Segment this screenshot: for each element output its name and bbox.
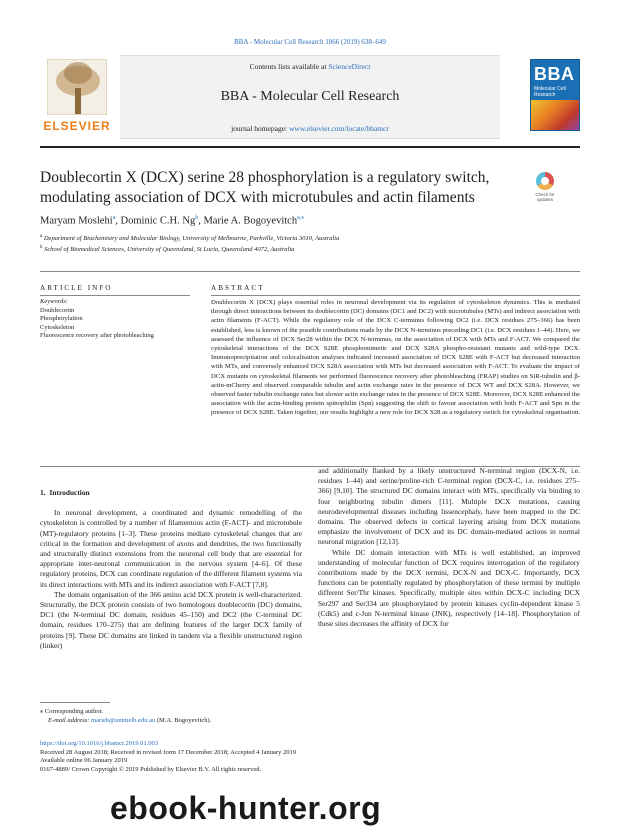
affiliation-b: [40, 243, 580, 254]
article-info-heading: ARTICLE INFO: [40, 284, 113, 292]
affiliation-a: [40, 232, 580, 243]
affiliation-marker: a: [40, 234, 43, 239]
crossmark-label: Check for updates: [535, 192, 555, 202]
introduction-heading: [40, 488, 302, 498]
available-online: Available online 06 January 2019: [40, 757, 128, 765]
article-title: [40, 168, 510, 208]
author-name[interactable]: Marie A. Bogoyevitch: [203, 215, 298, 227]
keywords-block: [40, 298, 190, 341]
contents-line: [120, 62, 500, 71]
cover-title: BBA: [534, 64, 575, 84]
keywords-label: Keywords:: [40, 298, 68, 305]
contents-prefix: Contents lists available at: [249, 62, 329, 71]
keyword-item: Fluorescence recovery after photobleaching: [40, 332, 154, 339]
crossmark-check-for-updates[interactable]: [530, 172, 560, 206]
crossmark-icon: [536, 172, 554, 190]
author-affiliation-marker[interactable]: b: [195, 215, 199, 221]
sciencedirect-link[interactable]: ScienceDirect: [328, 62, 371, 71]
article-info-rule: [40, 295, 190, 296]
abstract-heading: ABSTRACT: [211, 284, 265, 292]
affiliation-divider: [40, 271, 580, 272]
journal-homepage-link[interactable]: www.elsevier.com/locate/bbamcr: [289, 124, 389, 133]
journal-reference[interactable]: BBA - Molecular Cell Research 1866 (2019) 638–649: [234, 38, 386, 46]
header-divider: [40, 146, 580, 148]
body-paragraph: The domain organisation of the 366 amino acid DCX protein is well-characterized. Structurally, the DCX protein consists of two homologous doublecortin (DC) domains, DC1 (the N-terminal DC domain, residues 45–150) and DC2 (the C-terminal DC domain, residues 170–275) that are defining features of the larger DCX family of proteins [9]. These DC domains are linked in tandem via a flexible unstructured region (linker): [40, 589, 302, 650]
body-paragraph: While DC domain interaction with MTs is well established, an improved understanding of molecular function of DCX requires interrogation of the regulatory contributions made by the DCX termini, DCX-N and DCX-C. Importantly, DCX functions can be potentially regulated by phosphorylation of these termini by multiple different Ser/Thr kinases. Specifically, multiple sites within DCX-C including DCX Ser297 and Ser334 are phosphorylated by protein kinases cyclin-dependent kinase 5 (Cdk5) and c-Jun N-terminal kinase (JNK), respectively [14–18]. Phosphorylation of these sites decreases the affinity of DCX for: [318, 547, 580, 629]
journal-header: [40, 55, 580, 139]
cover-subtitle: Molecular Cell Research: [534, 86, 566, 98]
body-column-right: [318, 466, 580, 629]
copyright-line: 0167-4889/ Crown Copyright © 2019 Published by Elsevier B.V. All rights reserved.: [40, 765, 262, 773]
body-paragraph: and additionally flanked by a likely unstructured N-terminal region (DCX-N, i.e. residues 1–44) and serine/proline-rich C-terminal region (DCX-C, i.e. residues 275–366) [9,10]. The structured DC domains interact with MTs, specifically via binding to four neighboring tubulin dimers [11]. Multiple DCX mutations, causing neurodevelopmental diseases including lissencephaly, have been mapped to the DC domains. The observed defects in cortical layering arising from DCX mutations emphasize the involvement of DCX and its DC domain-mediated actions in normal neuronal migration [12,13].: [318, 466, 580, 547]
email-label: E-mail address:: [48, 717, 92, 724]
author-separator: ,: [115, 215, 121, 227]
author-separator: ,: [198, 215, 204, 227]
author-name[interactable]: Dominic C.H. Ng: [120, 215, 196, 227]
email-line: [40, 716, 302, 725]
homepage-line: [120, 124, 500, 133]
abstract-rule: [211, 295, 580, 296]
title-line-1: Doublecortin X (DCX) serine 28 phosphorylation is a regulatory switch,: [40, 169, 490, 186]
elsevier-wordmark: ELSEVIER: [43, 119, 111, 133]
abstract-text: Doublecortin X (DCX) plays essential roles in neuronal development via its regulation of cytoskeleton dynamics. This is mediated through direct interactions between its doublecortin (DC) domains (DC1 and DC2) with microtubules (MTs) and indirect association with actin filaments (F-ACT). While the regulatory role of the DCX C-terminus following DC2 (i.e. DCX residues 275–366) has been established, less is known of the possible contributions made by the DCX N-terminus preceding DC1 (i.e. DCX residues 1–44). Here, we assessed the influence of DCX Ser28 within the DCX N-terminus, on the association of DCX with MTs and F-ACT. We compared the cytoskeletal interactions of the DCX S28E phosphomimetic and DCX S28A phospho-resistant mutants and wild-type DCX. Immunoprecipitation and colocalisation analyses indicated increased association of DCX S28E with F-ACT but decreased interaction with MTs, and conversely enhanced DCX S28A association with MTs but decreased association with F-ACT. To evaluate the impact of DCX mutants on cytoskeletal filaments we performed fluorescence recovery after photobleaching (FRAP) studies on SiR-tubulin and β-actin-mCherry and observed comparable tubulin and actin exchange rates in the presence of DCX WT and DCX S28A. However, we observed faster tubulin exchange rates but slower actin exchange rates in the presence of DCX S28E. Moreover, DCX S28E enhanced the association with the actin-binding protein spinophilin (Spn) suggesting the shift to favour association with both F-ACT and Spn in the presence of DCX S28E. Taken together, our results highlight a new role for DCX S28 as a regulatory switch for cytoskeletal organisation.: [211, 299, 580, 417]
elsevier-tree-icon: [47, 59, 107, 115]
email-link[interactable]: marieb@unimelb.edu.au: [91, 717, 156, 724]
keyword-item: Phosphorylation: [40, 315, 83, 322]
elsevier-logo[interactable]: [40, 59, 114, 135]
keyword-item: Cytoskeleton: [40, 323, 75, 331]
body-column-left: [40, 488, 302, 651]
keyword-item: Doublecortin: [40, 306, 75, 314]
journal-title: BBA - Molecular Cell Research: [220, 89, 400, 104]
footnote-rule: [40, 702, 110, 703]
journal-masthead: [120, 55, 500, 139]
author-affiliation-marker[interactable]: a: [112, 215, 116, 221]
author-list: [40, 214, 580, 227]
journal-cover-image[interactable]: [530, 59, 580, 131]
author-name[interactable]: Maryam Moslehi: [40, 215, 113, 227]
section-title: Introduction: [49, 488, 90, 497]
author-affiliation-marker[interactable]: a,⁎: [297, 215, 305, 221]
email-suffix: (M.A. Bogoyevitch).: [155, 717, 212, 724]
doi-link[interactable]: https://doi.org/10.1016/j.bbamcr.2019.01.003: [40, 740, 158, 747]
affiliation-text: School of Biomedical Sciences, University of Queensland, St Lucia, Queensland 4072, Australia: [44, 246, 295, 254]
publication-info: [40, 740, 340, 774]
footnotes: [40, 702, 302, 725]
title-line-2: modulating association of DCX with microtubules and actin filaments: [40, 189, 475, 206]
affiliation-text: Department of Biochemistry and Molecular Biology, University of Melbourne, Parkville, Victoria 3010, Australia: [43, 235, 340, 243]
body-paragraph: In neuronal development, a coordinated and dynamic remodelling of the cytoskeleton is controlled by a number of filamentous actin (F-ACT)- and microtubule (MT)-regulatory proteins [1–3]. These proteins mediate cytoskeletal changes that are critical in the formation and development of axons and dendrites, the two functionally and structurally distinct extensions from the neuronal cell body that are essential for appropriate inter-neuronal communication in the nervous system [4–6]. Of these regulatory proteins, DCX can coordinate regulation of the different filament systems via its direct interactions with MTs and its indirect association with F-ACT [7,8].: [40, 508, 302, 589]
section-number: 1.: [40, 488, 46, 497]
homepage-prefix: journal homepage:: [231, 124, 289, 133]
corresponding-author-note: ⁎ Corresponding author.: [40, 708, 104, 715]
received-dates: Received 28 August 2018; Received in revised form 17 December 2018; Accepted 4 January 2019: [40, 748, 296, 756]
watermark-text: ebook-hunter.org: [110, 790, 382, 826]
affiliation-marker: b: [40, 245, 43, 251]
affiliations: [40, 232, 580, 254]
cover-artwork: [531, 100, 580, 130]
